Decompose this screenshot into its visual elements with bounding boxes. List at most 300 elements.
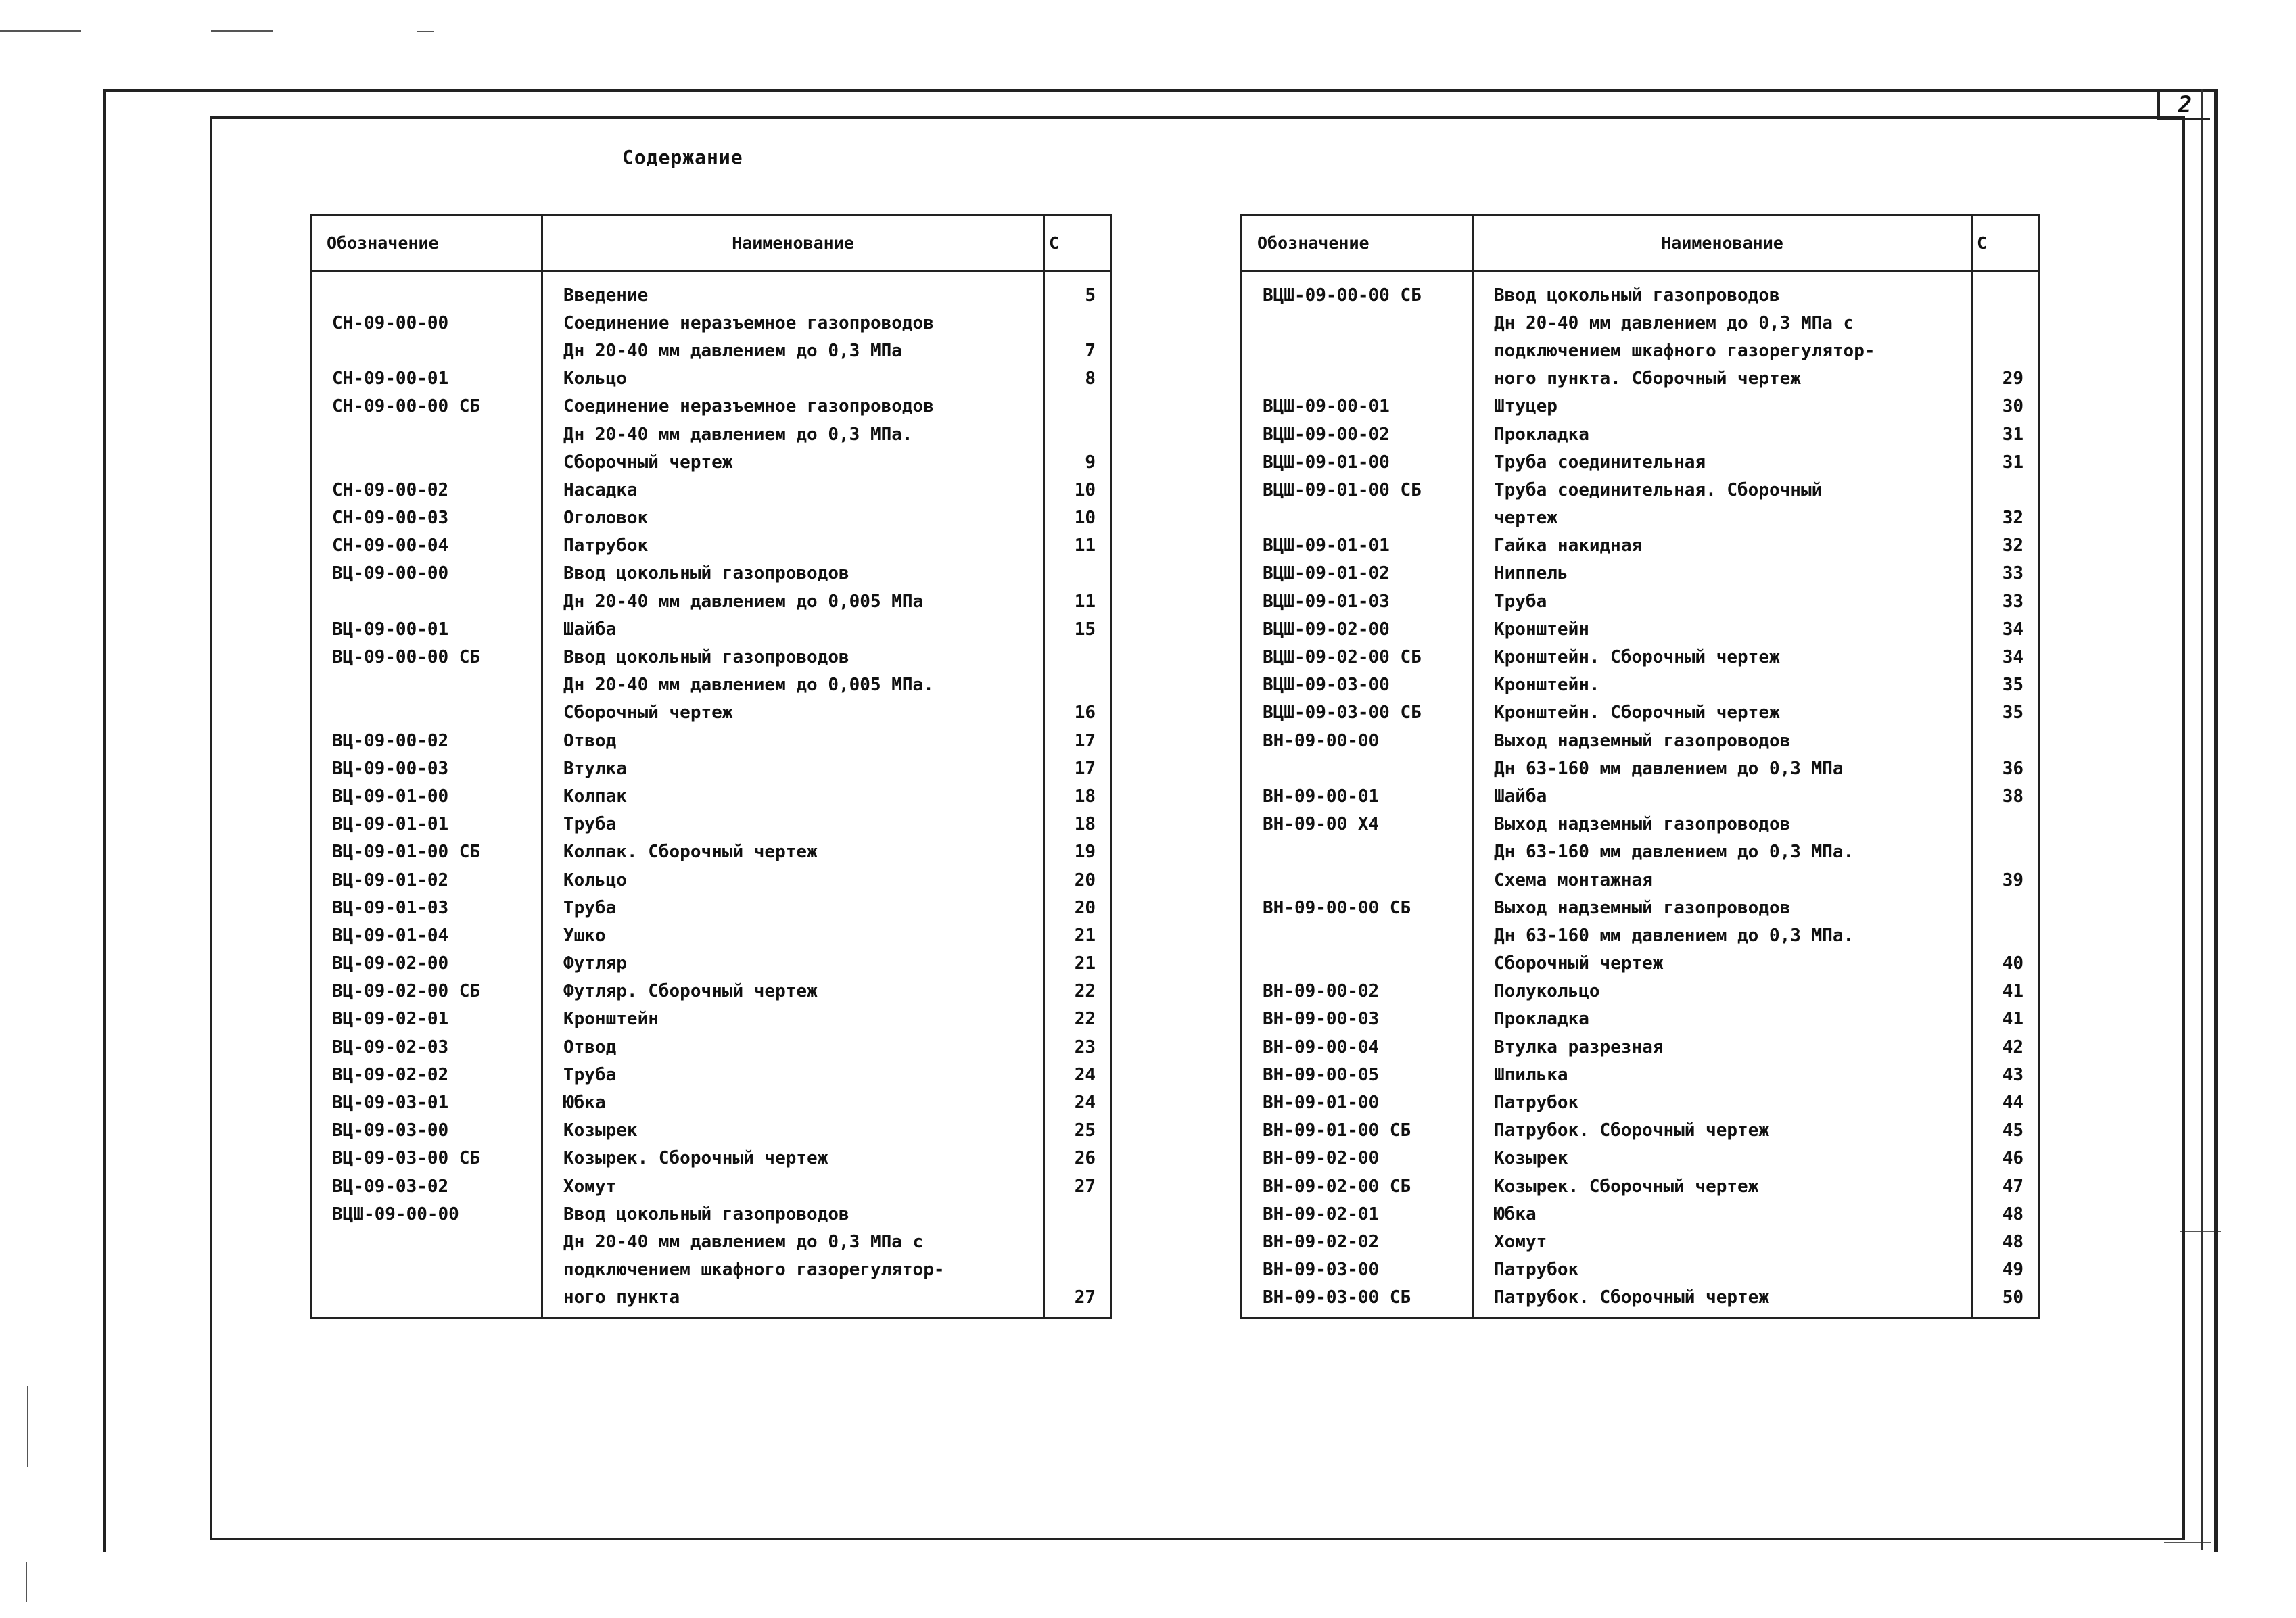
designation-cell: ВЦШ-09-00-01 bbox=[1242, 393, 1473, 421]
designation-cell bbox=[1242, 309, 1473, 337]
designation-cell: СН-09-00-02 bbox=[311, 476, 542, 504]
name-cell: Полукольцо bbox=[1473, 978, 1972, 1005]
designation-cell: ВЦ-09-00-03 bbox=[311, 755, 542, 782]
scan-mark bbox=[0, 30, 81, 32]
page-cell: 46 bbox=[1972, 1145, 2040, 1172]
page-cell: 11 bbox=[1044, 532, 1112, 560]
name-cell: Ввод цокольный газопроводов bbox=[1473, 271, 1972, 310]
designation-cell: ВН-09-02-02 bbox=[1242, 1228, 1473, 1256]
table-body-left bbox=[311, 271, 1112, 1318]
table-row bbox=[311, 894, 1112, 922]
name-cell: Выход надземный газопроводов bbox=[1473, 894, 1972, 922]
table-row bbox=[1242, 922, 2040, 949]
designation-cell: ВН-09-00-00 bbox=[1242, 727, 1473, 755]
designation-cell: СН-09-00-03 bbox=[311, 504, 542, 532]
table-row bbox=[311, 448, 1112, 476]
page-cell: 32 bbox=[1972, 504, 2040, 532]
page-cell: 34 bbox=[1972, 615, 2040, 643]
name-cell: Труба соединительная bbox=[1473, 448, 1972, 476]
table-row bbox=[311, 588, 1112, 615]
name-cell: Хомут bbox=[542, 1172, 1044, 1200]
name-cell: Соединение неразъемное газопроводов bbox=[542, 393, 1044, 421]
designation-cell bbox=[1242, 504, 1473, 532]
page-cell: 21 bbox=[1044, 950, 1112, 978]
table-row bbox=[311, 838, 1112, 866]
name-cell: Сборочный чертеж bbox=[1473, 950, 1972, 978]
name-cell: Труба bbox=[542, 894, 1044, 922]
page-cell: 27 bbox=[1044, 1172, 1112, 1200]
designation-cell: ВЦШ-09-03-00 СБ bbox=[1242, 699, 1473, 727]
designation-cell: ВН-09-00-05 bbox=[1242, 1061, 1473, 1089]
name-cell: Гайка накидная bbox=[1473, 532, 1972, 560]
page-cell: 9 bbox=[1044, 448, 1112, 476]
name-cell: Патрубок. Сборочный чертеж bbox=[1473, 1284, 1972, 1318]
page-cell: 36 bbox=[1972, 755, 2040, 782]
designation-cell: ВЦ-09-01-04 bbox=[311, 922, 542, 949]
name-cell: Насадка bbox=[542, 476, 1044, 504]
designation-cell bbox=[1242, 838, 1473, 866]
name-cell: Дн 20-40 мм давлением до 0,005 МПа bbox=[542, 588, 1044, 615]
name-cell: Штуцер bbox=[1473, 393, 1972, 421]
table-row bbox=[1242, 365, 2040, 393]
designation-cell: ВЦШ-09-01-02 bbox=[1242, 560, 1473, 588]
name-cell: подключением шкафного газорегулятор- bbox=[542, 1256, 1044, 1284]
designation-cell: ВЦ-09-02-00 bbox=[311, 950, 542, 978]
table-row bbox=[311, 1145, 1112, 1172]
column-header-name: Наименование bbox=[1473, 215, 1972, 271]
name-cell: Козырек. Сборочный чертеж bbox=[542, 1145, 1044, 1172]
page-cell: 16 bbox=[1044, 699, 1112, 727]
table-row bbox=[311, 1200, 1112, 1228]
table-row bbox=[1242, 699, 2040, 727]
name-cell: Кольцо bbox=[542, 866, 1044, 894]
page-cell: 5 bbox=[1044, 271, 1112, 310]
page-cell bbox=[1972, 727, 2040, 755]
name-cell: Выход надземный газопроводов bbox=[1473, 727, 1972, 755]
designation-cell bbox=[311, 337, 542, 364]
name-cell: Ввод цокольный газопроводов bbox=[542, 1200, 1044, 1228]
designation-cell: ВН-09-02-00 СБ bbox=[1242, 1172, 1473, 1200]
page-cell: 41 bbox=[1972, 978, 2040, 1005]
page-cell bbox=[1972, 894, 2040, 922]
designation-cell: ВЦ-09-02-03 bbox=[311, 1033, 542, 1061]
name-cell: Патрубок. Сборочный чертеж bbox=[1473, 1117, 1972, 1145]
page-cell: 7 bbox=[1044, 337, 1112, 364]
name-cell: Патрубок bbox=[1473, 1089, 1972, 1116]
page-cell: 48 bbox=[1972, 1200, 2040, 1228]
designation-cell bbox=[311, 588, 542, 615]
designation-cell: СН-09-00-04 bbox=[311, 532, 542, 560]
table-row bbox=[311, 727, 1112, 755]
page-cell: 24 bbox=[1044, 1089, 1112, 1116]
table-row bbox=[311, 922, 1112, 949]
designation-cell bbox=[1242, 755, 1473, 782]
name-cell: Соединение неразъемное газопроводов bbox=[542, 309, 1044, 337]
name-cell: Ввод цокольный газопроводов bbox=[542, 643, 1044, 671]
designation-cell: ВЦШ-09-00-00 СБ bbox=[1242, 271, 1473, 310]
name-cell: Юбка bbox=[542, 1089, 1044, 1116]
name-cell: Дн 63-160 мм давлением до 0,3 МПа. bbox=[1473, 838, 1972, 866]
page-cell: 33 bbox=[1972, 560, 2040, 588]
table-row bbox=[1242, 476, 2040, 504]
table-row bbox=[1242, 337, 2040, 364]
name-cell: ного пункта. Сборочный чертеж bbox=[1473, 365, 1972, 393]
designation-cell bbox=[1242, 950, 1473, 978]
designation-cell: ВН-09-02-00 bbox=[1242, 1145, 1473, 1172]
designation-cell: ВН-09-00 Х4 bbox=[1242, 811, 1473, 838]
table-row bbox=[1242, 1061, 2040, 1089]
page-cell: 15 bbox=[1044, 615, 1112, 643]
name-cell: Шайба bbox=[1473, 782, 1972, 810]
designation-cell bbox=[311, 271, 542, 310]
designation-cell: ВЦ-09-01-03 bbox=[311, 894, 542, 922]
table-row bbox=[311, 271, 1112, 310]
table-row bbox=[311, 476, 1112, 504]
name-cell: Кольцо bbox=[542, 365, 1044, 393]
contents-table-right bbox=[1240, 214, 2040, 1319]
table-row bbox=[1242, 309, 2040, 337]
designation-cell: ВЦ-09-01-01 bbox=[311, 811, 542, 838]
table-row bbox=[1242, 588, 2040, 615]
name-cell: Шайба bbox=[542, 615, 1044, 643]
column-header-designation: Обозначение bbox=[1242, 215, 1473, 271]
name-cell: ного пункта bbox=[542, 1284, 1044, 1318]
table-row bbox=[311, 1005, 1112, 1033]
page-cell: 21 bbox=[1044, 922, 1112, 949]
page-cell: 25 bbox=[1044, 1117, 1112, 1145]
name-cell: Дн 20-40 мм давлением до 0,3 МПа bbox=[542, 337, 1044, 364]
sheet-number: 2 bbox=[2157, 92, 2210, 120]
name-cell: Выход надземный газопроводов bbox=[1473, 811, 1972, 838]
name-cell: Сборочный чертеж bbox=[542, 448, 1044, 476]
table-header-row bbox=[1242, 215, 2040, 271]
page-cell bbox=[1044, 560, 1112, 588]
table-row bbox=[1242, 671, 2040, 699]
table-row bbox=[1242, 978, 2040, 1005]
designation-cell: СН-09-00-01 bbox=[311, 365, 542, 393]
page-cell: 24 bbox=[1044, 1061, 1112, 1089]
page-cell bbox=[1972, 838, 2040, 866]
designation-cell: ВЦ-09-00-02 bbox=[311, 727, 542, 755]
designation-cell: ВЦ-09-00-00 bbox=[311, 560, 542, 588]
page-cell: 22 bbox=[1044, 978, 1112, 1005]
page-cell: 49 bbox=[1972, 1256, 2040, 1284]
table-row bbox=[311, 1117, 1112, 1145]
designation-cell bbox=[311, 1284, 542, 1318]
name-cell: Дн 20-40 мм давлением до 0,3 МПа с bbox=[1473, 309, 1972, 337]
name-cell: Дн 20-40 мм давлением до 0,3 МПа с bbox=[542, 1228, 1044, 1256]
table-row bbox=[311, 643, 1112, 671]
designation-cell: ВЦШ-09-02-00 bbox=[1242, 615, 1473, 643]
page-cell: 44 bbox=[1972, 1089, 2040, 1116]
name-cell: Ниппель bbox=[1473, 560, 1972, 588]
designation-cell bbox=[311, 671, 542, 699]
designation-cell: ВН-09-03-00 СБ bbox=[1242, 1284, 1473, 1318]
page-cell: 17 bbox=[1044, 727, 1112, 755]
page-cell: 38 bbox=[1972, 782, 2040, 810]
column-header-page: С bbox=[1972, 215, 2040, 271]
page-cell bbox=[1044, 309, 1112, 337]
page-cell bbox=[1044, 643, 1112, 671]
page-cell: 40 bbox=[1972, 950, 2040, 978]
table-row bbox=[1242, 1256, 2040, 1284]
page-cell: 30 bbox=[1972, 393, 2040, 421]
page-title: Содержание bbox=[622, 146, 743, 168]
scan-mark bbox=[417, 31, 434, 32]
designation-cell: ВЦШ-09-00-02 bbox=[1242, 421, 1473, 448]
designation-cell: ВЦ-09-01-00 bbox=[311, 782, 542, 810]
designation-cell bbox=[311, 421, 542, 448]
table-row bbox=[311, 671, 1112, 699]
table-row bbox=[311, 1256, 1112, 1284]
page-cell: 27 bbox=[1044, 1284, 1112, 1318]
table-row bbox=[311, 560, 1112, 588]
page-cell: 29 bbox=[1972, 365, 2040, 393]
designation-cell: ВЦШ-09-02-00 СБ bbox=[1242, 643, 1473, 671]
designation-cell: ВЦ-09-01-00 СБ bbox=[311, 838, 542, 866]
page-cell: 48 bbox=[1972, 1228, 2040, 1256]
page-cell: 31 bbox=[1972, 421, 2040, 448]
scan-mark bbox=[27, 1386, 28, 1467]
name-cell: Ввод цокольный газопроводов bbox=[542, 560, 1044, 588]
page-cell: 43 bbox=[1972, 1061, 2040, 1089]
name-cell: Патрубок bbox=[542, 532, 1044, 560]
table-row bbox=[1242, 838, 2040, 866]
name-cell: Отвод bbox=[542, 727, 1044, 755]
name-cell: Дн 63-160 мм давлением до 0,3 МПа bbox=[1473, 755, 1972, 782]
name-cell: Кронштейн. Сборочный чертеж bbox=[1473, 699, 1972, 727]
designation-cell: ВЦШ-09-00-00 bbox=[311, 1200, 542, 1228]
table-row bbox=[311, 1061, 1112, 1089]
name-cell: Хомут bbox=[1473, 1228, 1972, 1256]
designation-cell: ВН-09-01-00 bbox=[1242, 1089, 1473, 1116]
page-cell: 20 bbox=[1044, 866, 1112, 894]
name-cell: Введение bbox=[542, 271, 1044, 310]
table-row bbox=[1242, 1228, 2040, 1256]
name-cell: Втулка bbox=[542, 755, 1044, 782]
page-cell: 26 bbox=[1044, 1145, 1112, 1172]
designation-cell bbox=[311, 1256, 542, 1284]
page-cell: 20 bbox=[1044, 894, 1112, 922]
page-cell: 47 bbox=[1972, 1172, 2040, 1200]
name-cell: Труба bbox=[542, 1061, 1044, 1089]
table-row bbox=[1242, 950, 2040, 978]
name-cell: Ушко bbox=[542, 922, 1044, 949]
table-row bbox=[1242, 421, 2040, 448]
table-row bbox=[311, 978, 1112, 1005]
table-row bbox=[311, 393, 1112, 421]
page-cell bbox=[1972, 476, 2040, 504]
table-row bbox=[1242, 643, 2040, 671]
designation-cell bbox=[1242, 922, 1473, 949]
table-row bbox=[1242, 271, 2040, 310]
designation-cell: ВН-09-00-03 bbox=[1242, 1005, 1473, 1033]
page-cell bbox=[1044, 1200, 1112, 1228]
table-row bbox=[311, 504, 1112, 532]
name-cell: Сборочный чертеж bbox=[542, 699, 1044, 727]
name-cell: Шпилька bbox=[1473, 1061, 1972, 1089]
page-cell bbox=[1044, 393, 1112, 421]
table-row bbox=[1242, 1145, 2040, 1172]
table-row bbox=[1242, 1005, 2040, 1033]
designation-cell: ВЦ-09-03-02 bbox=[311, 1172, 542, 1200]
name-cell: Втулка разрезная bbox=[1473, 1033, 1972, 1061]
page-cell: 35 bbox=[1972, 671, 2040, 699]
page-cell bbox=[1044, 1228, 1112, 1256]
name-cell: Кронштейн. Сборочный чертеж bbox=[1473, 643, 1972, 671]
designation-cell: ВЦ-09-03-01 bbox=[311, 1089, 542, 1116]
name-cell: Колпак bbox=[542, 782, 1044, 810]
table-row bbox=[1242, 727, 2040, 755]
designation-cell: ВЦ-09-00-00 СБ bbox=[311, 643, 542, 671]
table-row bbox=[311, 1228, 1112, 1256]
page-cell: 45 bbox=[1972, 1117, 2040, 1145]
name-cell: Футляр bbox=[542, 950, 1044, 978]
table-row bbox=[311, 421, 1112, 448]
name-cell: Кронштейн. bbox=[1473, 671, 1972, 699]
table-row bbox=[1242, 811, 2040, 838]
frame-right-rule bbox=[2201, 89, 2203, 1550]
page-cell bbox=[1972, 922, 2040, 949]
table-row bbox=[1242, 894, 2040, 922]
page-cell: 22 bbox=[1044, 1005, 1112, 1033]
designation-cell: СН-09-00-00 bbox=[311, 309, 542, 337]
table-row bbox=[1242, 560, 2040, 588]
name-cell: Юбка bbox=[1473, 1200, 1972, 1228]
table-row bbox=[1242, 1172, 2040, 1200]
designation-cell: ВЦ-09-03-00 bbox=[311, 1117, 542, 1145]
name-cell: Козырек bbox=[542, 1117, 1044, 1145]
designation-cell: ВЦ-09-02-01 bbox=[311, 1005, 542, 1033]
designation-cell: ВЦШ-09-03-00 bbox=[1242, 671, 1473, 699]
contents-table-left bbox=[310, 214, 1112, 1319]
page-cell bbox=[1044, 1256, 1112, 1284]
table-row bbox=[311, 866, 1112, 894]
column-header-page: С bbox=[1044, 215, 1112, 271]
designation-cell: ВЦШ-09-01-00 СБ bbox=[1242, 476, 1473, 504]
table-body-right bbox=[1242, 271, 2040, 1318]
table-row bbox=[1242, 448, 2040, 476]
page-cell: 35 bbox=[1972, 699, 2040, 727]
name-cell: Кронштейн bbox=[1473, 615, 1972, 643]
page-cell bbox=[1972, 309, 2040, 337]
name-cell: Кронштейн bbox=[542, 1005, 1044, 1033]
table-row bbox=[311, 365, 1112, 393]
designation-cell: ВЦ-09-01-02 bbox=[311, 866, 542, 894]
designation-cell: ВЦШ-09-01-03 bbox=[1242, 588, 1473, 615]
table-row bbox=[1242, 1200, 2040, 1228]
name-cell: Дн 20-40 мм давлением до 0,3 МПа. bbox=[542, 421, 1044, 448]
table-row bbox=[311, 811, 1112, 838]
table-row bbox=[1242, 866, 2040, 894]
designation-cell: ВН-09-01-00 СБ bbox=[1242, 1117, 1473, 1145]
designation-cell: ВЦШ-09-01-01 bbox=[1242, 532, 1473, 560]
designation-cell: СН-09-00-00 СБ bbox=[311, 393, 542, 421]
name-cell: Футляр. Сборочный чертеж bbox=[542, 978, 1044, 1005]
designation-cell: ВЦ-09-03-00 СБ bbox=[311, 1145, 542, 1172]
scan-mark bbox=[26, 1562, 27, 1602]
name-cell: Козырек. Сборочный чертеж bbox=[1473, 1172, 1972, 1200]
name-cell: подключением шкафного газорегулятор- bbox=[1473, 337, 1972, 364]
name-cell: Прокладка bbox=[1473, 421, 1972, 448]
designation-cell bbox=[1242, 337, 1473, 364]
name-cell: Труба соединительная. Сборочный bbox=[1473, 476, 1972, 504]
designation-cell: ВН-09-00-01 bbox=[1242, 782, 1473, 810]
table-row bbox=[311, 532, 1112, 560]
scan-mark bbox=[211, 30, 273, 32]
designation-cell bbox=[311, 1228, 542, 1256]
page-cell: 11 bbox=[1044, 588, 1112, 615]
page-cell bbox=[1044, 671, 1112, 699]
name-cell: чертеж bbox=[1473, 504, 1972, 532]
table-row bbox=[311, 615, 1112, 643]
designation-cell bbox=[1242, 365, 1473, 393]
designation-cell: ВЦ-09-02-00 СБ bbox=[311, 978, 542, 1005]
designation-cell: ВН-09-03-00 bbox=[1242, 1256, 1473, 1284]
column-header-designation: Обозначение bbox=[311, 215, 542, 271]
designation-cell: ВН-09-00-04 bbox=[1242, 1033, 1473, 1061]
page-cell: 50 bbox=[1972, 1284, 2040, 1318]
table-header-row bbox=[311, 215, 1112, 271]
page-cell: 18 bbox=[1044, 782, 1112, 810]
page-cell: 10 bbox=[1044, 504, 1112, 532]
column-header-name: Наименование bbox=[542, 215, 1044, 271]
name-cell: Труба bbox=[1473, 588, 1972, 615]
table-row bbox=[311, 950, 1112, 978]
page-cell: 10 bbox=[1044, 476, 1112, 504]
designation-cell: ВЦШ-09-01-00 bbox=[1242, 448, 1473, 476]
table-row bbox=[1242, 1117, 2040, 1145]
table-row bbox=[1242, 755, 2040, 782]
table-row bbox=[1242, 504, 2040, 532]
page-cell: 34 bbox=[1972, 643, 2040, 671]
name-cell: Колпак. Сборочный чертеж bbox=[542, 838, 1044, 866]
page-cell: 23 bbox=[1044, 1033, 1112, 1061]
page-cell: 33 bbox=[1972, 588, 2040, 615]
page-cell: 18 bbox=[1044, 811, 1112, 838]
table-row bbox=[311, 1033, 1112, 1061]
designation-cell bbox=[311, 699, 542, 727]
page-cell bbox=[1044, 421, 1112, 448]
page-cell bbox=[1972, 271, 2040, 310]
table-row bbox=[311, 699, 1112, 727]
name-cell: Дн 20-40 мм давлением до 0,005 МПа. bbox=[542, 671, 1044, 699]
page-cell: 31 bbox=[1972, 448, 2040, 476]
table-row bbox=[1242, 1033, 2040, 1061]
name-cell: Труба bbox=[542, 811, 1044, 838]
page-cell: 8 bbox=[1044, 365, 1112, 393]
table-row bbox=[1242, 1284, 2040, 1318]
designation-cell: ВН-09-02-01 bbox=[1242, 1200, 1473, 1228]
table-row bbox=[311, 1172, 1112, 1200]
name-cell: Схема монтажная bbox=[1473, 866, 1972, 894]
table-row bbox=[311, 337, 1112, 364]
table-row bbox=[1242, 393, 2040, 421]
page-cell: 17 bbox=[1044, 755, 1112, 782]
name-cell: Козырек bbox=[1473, 1145, 1972, 1172]
page-cell bbox=[1972, 811, 2040, 838]
table-row bbox=[311, 1089, 1112, 1116]
designation-cell: ВЦ-09-02-02 bbox=[311, 1061, 542, 1089]
table-row bbox=[311, 755, 1112, 782]
table-row bbox=[1242, 1089, 2040, 1116]
designation-cell: ВН-09-00-00 СБ bbox=[1242, 894, 1473, 922]
page-cell bbox=[1972, 337, 2040, 364]
designation-cell bbox=[1242, 866, 1473, 894]
designation-cell: ВН-09-00-02 bbox=[1242, 978, 1473, 1005]
page-cell: 41 bbox=[1972, 1005, 2040, 1033]
table-row bbox=[1242, 615, 2040, 643]
